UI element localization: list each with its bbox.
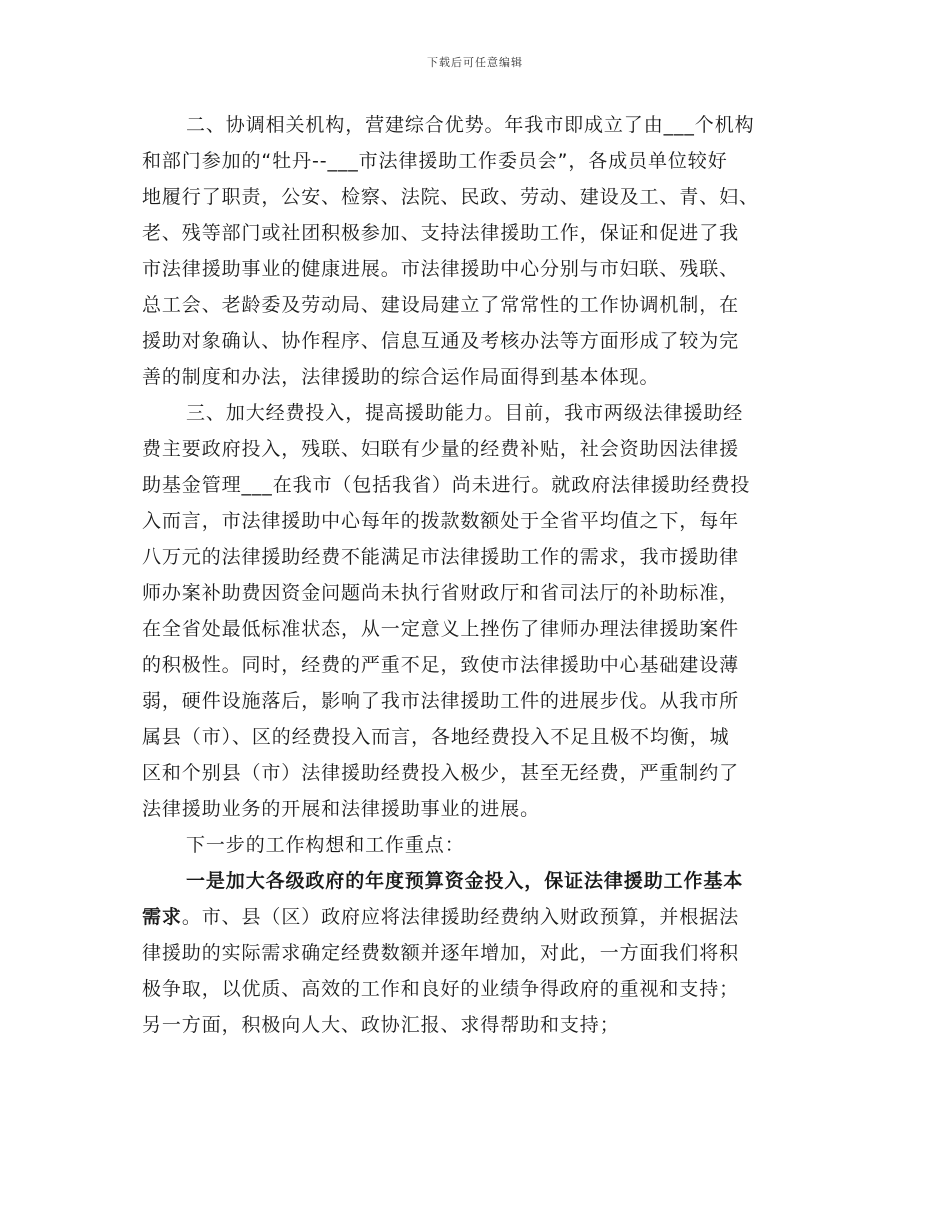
text-line: 极争取，以优质、高效的工作和良好的业绩争得政府的重视和支持；: [142, 978, 740, 1000]
text-line: 法律援助业务的开展和法律援助事业的进展。: [142, 798, 541, 820]
bold-heading-text: 一是加大各级政府的年度预算资金投入，保证法律援助工作基本: [186, 870, 744, 892]
text-line: 老、残等部门或社团积极参加、支持法律援助工作，保证和促进了我: [142, 222, 740, 244]
text-line: 市法律援助事业的健康进展。市法律援助中心分别与市妇联、残联、: [142, 258, 740, 280]
text-line: [142, 899, 826, 935]
text-line: 三、加大经费投入，提高援助能力。目前，我市两级法律援助经: [186, 402, 744, 424]
text-line: 八万元的法律援助经费不能满足市法律援助工作的需求，我市援助律: [142, 546, 740, 568]
bold-heading-text: 需求: [142, 906, 182, 928]
text-span: 。市、县（区）政府应将法律援助经费纳入财政预算，并根据法: [181, 906, 740, 928]
text-line: 在全省处最低标准状态，从一定意义上挫伤了律师办理法律援助案件: [142, 618, 740, 640]
text-line: 善的制度和办法，法律援助的综合运作局面得到基本体现。: [142, 366, 660, 388]
text-line: 和部门参加的“牡丹--___市法律援助工作委员会”，各成员单位较好: [142, 150, 728, 172]
document-body: [142, 107, 826, 1043]
text-line: 助基金管理___在我市（包括我省）尚未进行。就政府法律援助经费投: [142, 474, 751, 496]
text-line: 入而言，市法律援助中心每年的拨款数额处于全省平均值之下，每年: [142, 510, 740, 532]
text-line: 师办案补助费因资金问题尚未执行省财政厅和省司法厅的补助标准，: [142, 582, 740, 604]
text-line: 地履行了职责，公安、检察、法院、民政、劳动、建设及工、青、妇、: [142, 186, 759, 208]
page-header: 下载后可任意编辑: [427, 56, 523, 69]
text-line: [142, 863, 826, 899]
text-line: 援助对象确认、协作程序、信息互通及考核办法等方面形成了较为完: [142, 330, 740, 352]
text-line: 区和个别县（市）法律援助经费投入极少，甚至无经费，严重制约了: [142, 762, 740, 784]
text-line: 的积极性。同时，经费的严重不足，致使市法律援助中心基础建设薄: [142, 654, 740, 676]
text-line: 弱，硬件设施落后，影响了我市法律援助工件的进展步伐。从我市所: [142, 690, 740, 712]
text-line: 下一步的工作构想和工作重点：: [186, 834, 465, 856]
text-line: 另一方面，积极向人大、政协汇报、求得帮助和支持；: [142, 1014, 620, 1036]
text-line: 费主要政府投入，残联、妇联有少量的经费补贴，社会资助因法律援: [142, 438, 740, 460]
text-line: 总工会、老龄委及劳动局、建设局建立了常常性的工作协调机制，在: [142, 294, 740, 316]
text-line: 律援助的实际需求确定经费数额并逐年增加，对此，一方面我们将积: [142, 942, 740, 964]
text-line: 属县（市）、区的经费投入而言，各地经费投入不足且极不均衡，城: [142, 726, 730, 748]
text-line: 二、协调相关机构，营建综合优势。年我市即成立了由___个机构: [186, 114, 755, 136]
